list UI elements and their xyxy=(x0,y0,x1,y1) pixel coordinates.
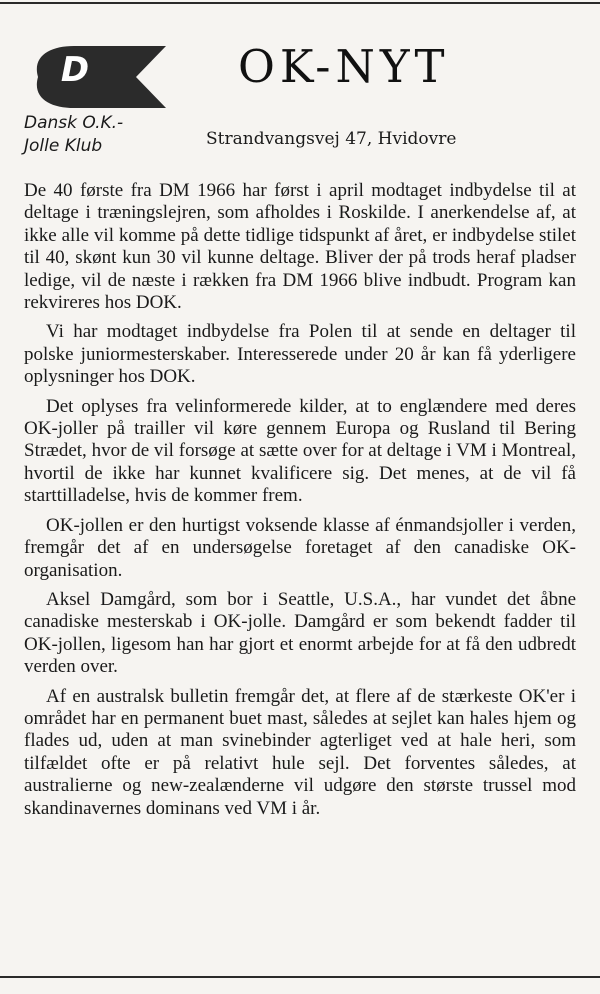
club-name-line-1: Dansk O.K.- xyxy=(24,113,124,133)
masthead-address: Strandvangsvej 47, Hvidovre xyxy=(206,129,457,149)
bottom-rule xyxy=(0,976,600,978)
club-name xyxy=(24,112,123,158)
top-rule xyxy=(0,2,600,4)
paragraph-poland-invitation: Vi har modtaget indbydelse fra Polen til at sende en deltager til polske juniormesterskaber. Interesserede under 20 år kan få yderligere oplysninger hos DOK. xyxy=(24,321,576,388)
masthead-title: OK-NYT xyxy=(238,40,450,93)
paragraph-fastest-growing: OK-jollen er den hurtigst voksende klasse af énmandsjoller i verden, fremgår det af en undersøgelse foretaget af den canadiske OK-organisation. xyxy=(24,514,576,581)
logo-letter: D xyxy=(60,50,90,90)
article-body xyxy=(24,180,576,827)
paragraph-aksel-damgard: Aksel Damgård, som bor i Seattle, U.S.A., har vundet det åbne canadiske mesterskab i OK-jolle. Damgård er som bekendt fadder til OK-jollen, ligesom han har gjort et enormt arbejde for at få den udbredt verden over. xyxy=(24,588,576,678)
paragraph-australian-bulletin: Af en australsk bulletin fremgår det, at flere af de stærkeste OK'er i området har en permanent buet mast, således at sejlet kan hales hjem og flades ud, uden at man svinebinder agterliget ved at hale heri, som tilfældet ofte er på relativt hule sejl. Det forventes således, at australierne og new-zealænderne vil udgøre den største trussel mod skandinavernes dominans ved VM i år. xyxy=(24,685,576,819)
club-logo xyxy=(28,44,168,114)
club-name-line-2: Jolle Klub xyxy=(24,136,103,156)
paragraph-english-sailors: Det oplyses fra velinformerede kilder, at to englændere med deres OK-joller på trailler vil køre gennem Europa og Rusland til Bering Strædet, hvor de vil forsøge at sætte over for at deltage i VM i Montreal, hvortil de ikke har kunnet kvalificere sig. Det menes, at de vil få starttilladelse, hvis de kommer frem. xyxy=(24,395,576,507)
paragraph-training-camp: De 40 første fra DM 1966 har først i april modtaget indbydelse til at deltage i træningslejren, som afholdes i Roskilde. I anerkendelse af, at ikke alle vil komme på dette tidlige tidspunkt af året, er indbydelse stilet til 40, skønt kun 30 vil kunne deltage. Bliver der på trods heraf pladser ledige, vil de næste i rækken fra DM 1966 blive indbudt. Program kan rekvireres hos DOK. xyxy=(24,180,576,314)
pennant-shape xyxy=(28,44,168,110)
